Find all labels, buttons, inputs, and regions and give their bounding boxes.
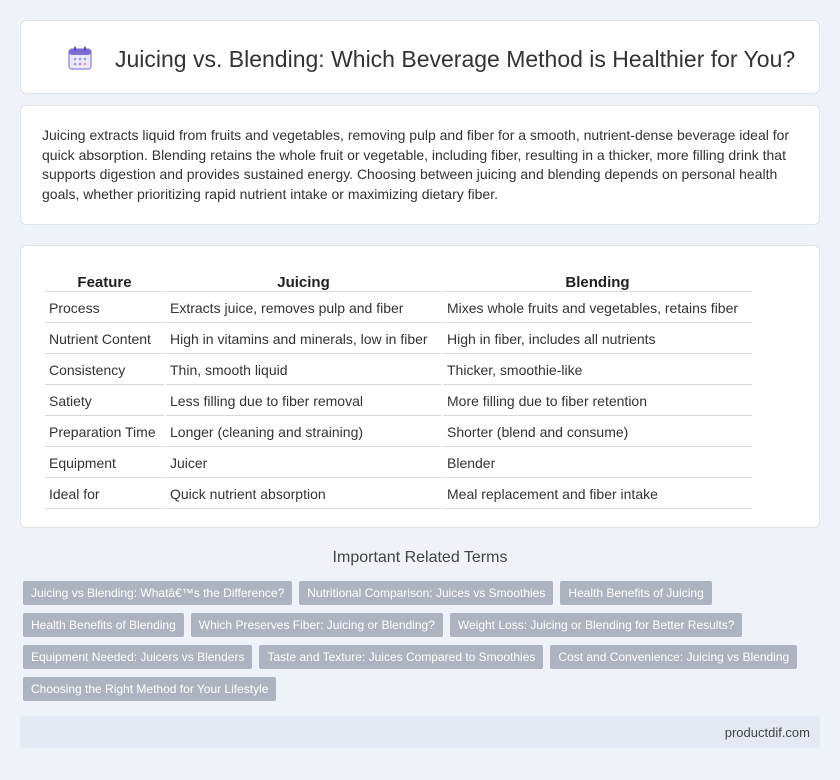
table-cell: Nutrient Content bbox=[45, 325, 164, 354]
tag-row bbox=[23, 613, 823, 637]
related-term-link[interactable]: Weight Loss: Juicing or Blending for Better Results? bbox=[450, 613, 743, 637]
intro-text: Juicing extracts liquid from fruits and vegetables, removing pulp and fiber for a smooth, nutrient-dense beverage ideal for quick absorption. Blending retains the whole fruit or vegetable, including fiber, resulting in a thicker, more filling drink that supports digestion and provides sustained energy. Choosing between juicing and blending depends on personal health goals, whether prioritizing rapid nutrient intake or maximizing dietary fiber. bbox=[42, 127, 790, 202]
table-cell: High in fiber, includes all nutrients bbox=[443, 325, 752, 354]
table-cell: More filling due to fiber retention bbox=[443, 387, 752, 416]
table-cell: Quick nutrient absorption bbox=[166, 480, 441, 509]
table-cell: Equipment bbox=[45, 449, 164, 478]
calendar-icon bbox=[67, 45, 93, 71]
tag-row bbox=[23, 581, 823, 605]
related-term-link[interactable]: Juicing vs Blending: Whatâ€™s the Difference? bbox=[23, 581, 292, 605]
related-term-link[interactable]: Taste and Texture: Juices Compared to Smoothies bbox=[259, 645, 543, 669]
tag-row bbox=[23, 645, 823, 669]
intro-section bbox=[20, 105, 820, 225]
table-row bbox=[45, 294, 752, 323]
comparison-table bbox=[43, 268, 754, 511]
related-term-link[interactable]: Nutritional Comparison: Juices vs Smoothies bbox=[299, 581, 553, 605]
table-cell: Blender bbox=[443, 449, 752, 478]
related-term-link[interactable]: Equipment Needed: Juicers vs Blenders bbox=[23, 645, 252, 669]
table-cell: Meal replacement and fiber intake bbox=[443, 480, 752, 509]
related-term-link[interactable]: Health Benefits of Blending bbox=[23, 613, 184, 637]
column-header-juicing: Juicing bbox=[166, 270, 441, 292]
table-cell: High in vitamins and minerals, low in fiber bbox=[166, 325, 441, 354]
table-cell: Longer (cleaning and straining) bbox=[166, 418, 441, 447]
column-header-blending: Blending bbox=[443, 270, 752, 292]
related-term-link[interactable]: Health Benefits of Juicing bbox=[560, 581, 711, 605]
table-cell: Process bbox=[45, 294, 164, 323]
related-term-link[interactable]: Choosing the Right Method for Your Lifestyle bbox=[23, 677, 276, 701]
column-header-feature: Feature bbox=[45, 270, 164, 292]
table-cell: Thin, smooth liquid bbox=[166, 356, 441, 385]
related-term-link[interactable]: Cost and Convenience: Juicing vs Blending bbox=[550, 645, 797, 669]
table-cell: Ideal for bbox=[45, 480, 164, 509]
table-cell: Extracts juice, removes pulp and fiber bbox=[166, 294, 441, 323]
related-terms-title: Important Related Terms bbox=[332, 549, 508, 566]
table-row bbox=[45, 387, 752, 416]
table-cell: Shorter (blend and consume) bbox=[443, 418, 752, 447]
table-cell: Consistency bbox=[45, 356, 164, 385]
table-row bbox=[45, 449, 752, 478]
table-cell: Preparation Time bbox=[45, 418, 164, 447]
table-header-row bbox=[45, 270, 752, 292]
footer-site-link[interactable]: productdif.com bbox=[724, 725, 810, 740]
page-footer bbox=[20, 716, 820, 748]
table-row bbox=[45, 325, 752, 354]
related-term-link[interactable]: Which Preserves Fiber: Juicing or Blending? bbox=[191, 613, 443, 637]
page-header bbox=[20, 20, 820, 94]
table-row bbox=[45, 418, 752, 447]
table-cell: Less filling due to fiber removal bbox=[166, 387, 441, 416]
table-cell: Juicer bbox=[166, 449, 441, 478]
comparison-section bbox=[20, 245, 820, 528]
tag-row bbox=[23, 677, 823, 701]
table-row bbox=[45, 480, 752, 509]
table-cell: Mixes whole fruits and vegetables, retains fiber bbox=[443, 294, 752, 323]
table-row bbox=[45, 356, 752, 385]
page-title: Juicing vs. Blending: Which Beverage Method is Healthier for You? bbox=[115, 46, 796, 72]
related-terms-list bbox=[23, 581, 823, 709]
table-cell: Satiety bbox=[45, 387, 164, 416]
table-cell: Thicker, smoothie-like bbox=[443, 356, 752, 385]
